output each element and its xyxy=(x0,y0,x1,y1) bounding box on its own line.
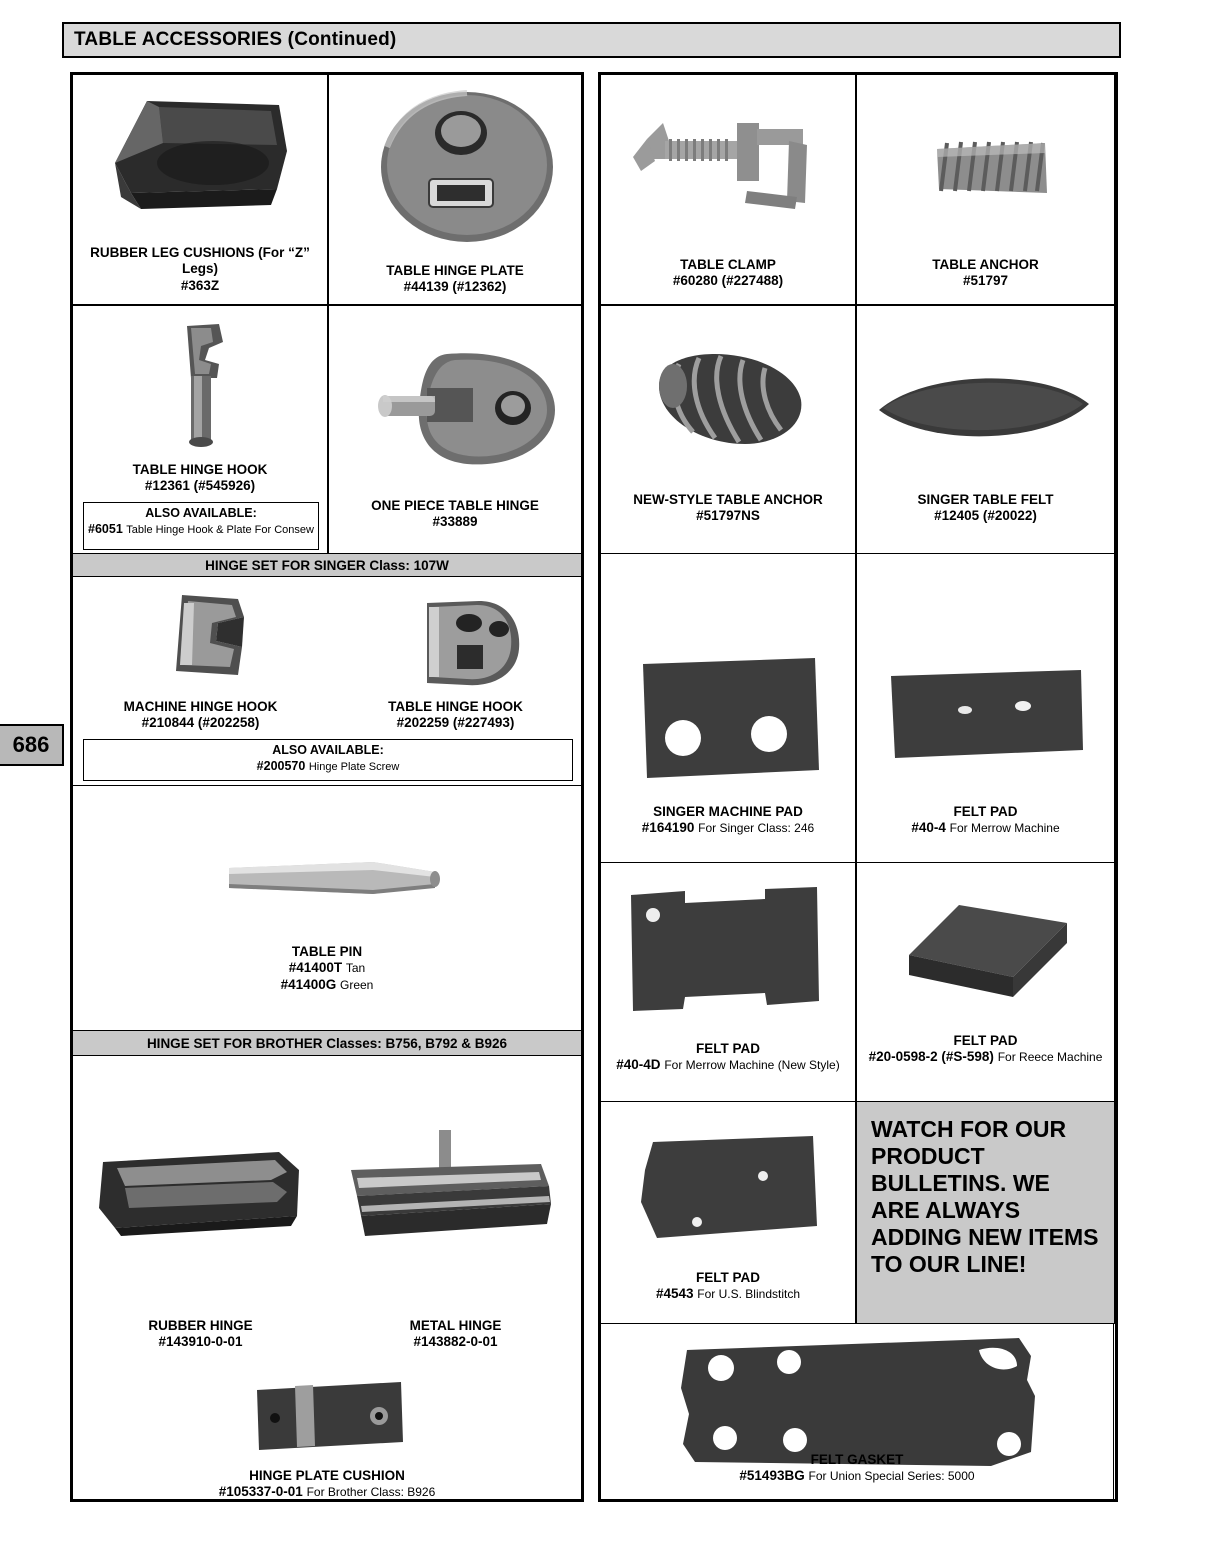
caption-felt-pad-40-4d: FELT PAD #40-4D For Merrow Machine (New Style) xyxy=(616,1041,840,1073)
cell-table-hinge-plate xyxy=(328,74,582,305)
cell-singer-table-felt xyxy=(856,305,1115,554)
cell-felt-pad-40-4 xyxy=(856,553,1115,863)
cell-table-clamp xyxy=(600,74,856,305)
table-anchor-photo xyxy=(927,131,1057,211)
one-piece-table-hinge-photo xyxy=(369,338,569,478)
cell-felt-pad-20-0598 xyxy=(856,862,1115,1102)
metal-hinge-photo xyxy=(335,1126,555,1251)
caption-table-hinge-hook: TABLE HINGE HOOK #12361 (#545926) xyxy=(132,462,268,494)
new-style-table-anchor-photo xyxy=(645,346,815,456)
caption-rubber-leg-cushions: RUBBER LEG CUSHIONS (For “Z” Legs) #363Z xyxy=(90,245,310,293)
caption-felt-pad-4543: FELT PAD #4543 For U.S. Blindstitch xyxy=(655,1270,800,1302)
band-hinge-set-singer: HINGE SET FOR SINGER Class: 107W xyxy=(72,553,582,577)
cell-hinge-set-brother xyxy=(72,1055,582,1502)
cell-one-piece-table-hinge xyxy=(328,305,582,554)
promo-text: WATCH FOR OUR PRODUCT BULLETINS. WE ARE ALWAYS ADDING NEW ITEMS TO OUR LINE! xyxy=(871,1116,1099,1277)
felt-pad-4543-photo xyxy=(635,1130,825,1250)
cell-table-hinge-hook xyxy=(72,305,328,554)
cell-new-style-table-anchor xyxy=(600,305,856,554)
page-title: TABLE ACCESSORIES (Continued) xyxy=(74,29,397,50)
caption-table-hinge-plate: TABLE HINGE PLATE #44139 (#12362) xyxy=(386,263,524,295)
caption-rubber-hinge: RUBBER HINGE #143910-0-01 xyxy=(148,1318,253,1350)
felt-pad-20-0598-photo xyxy=(903,899,1073,1009)
felt-pad-40-4-photo xyxy=(887,664,1087,764)
caption-hinge-plate-cushion: HINGE PLATE CUSHION #105337-0-01 For Brother Class: B926 xyxy=(218,1468,436,1500)
caption-one-piece-table-hinge: ONE PIECE TABLE HINGE #33889 xyxy=(371,498,539,530)
cell-singer-machine-pad xyxy=(600,553,856,863)
cell-hinge-set-singer xyxy=(72,576,582,786)
singer-machine-pad-photo xyxy=(637,654,823,784)
cell-table-anchor xyxy=(856,74,1115,305)
singer-table-felt-photo xyxy=(875,364,1095,454)
caption-machine-hinge-hook: MACHINE HINGE HOOK #210844 (#202258) xyxy=(123,699,278,731)
table-hinge-hook-photo xyxy=(161,320,251,455)
right-column xyxy=(598,72,1118,1502)
also-available-box-1: ALSO AVAILABLE: #6051 Table Hinge Hook & Plate For Consew xyxy=(83,502,319,550)
machine-hinge-hook-photo xyxy=(158,589,288,694)
cell-felt-pad-40-4d xyxy=(600,862,856,1102)
cell-felt-pad-4543 xyxy=(600,1101,856,1324)
caption-metal-hinge: METAL HINGE #143882-0-01 xyxy=(409,1318,502,1350)
cell-rubber-leg-cushions xyxy=(72,74,328,305)
caption-table-clamp: TABLE CLAMP #60280 (#227488) xyxy=(672,257,784,289)
caption-table-anchor: TABLE ANCHOR #51797 xyxy=(932,257,1039,289)
cell-felt-gasket xyxy=(600,1323,1114,1502)
cell-table-pin xyxy=(72,785,582,1031)
caption-felt-pad-40-4: FELT PAD #40-4 For Merrow Machine xyxy=(911,804,1060,836)
promo-box xyxy=(856,1101,1115,1324)
caption-table-hinge-hook-2: TABLE HINGE HOOK #202259 (#227493) xyxy=(388,699,523,731)
also-available-box-2: ALSO AVAILABLE: #200570 Hinge Plate Screw xyxy=(83,739,573,781)
table-clamp-photo xyxy=(629,105,839,235)
table-hinge-hook-2-photo xyxy=(413,597,533,697)
hinge-plate-cushion-photo xyxy=(251,1368,411,1458)
page-header xyxy=(62,22,1121,58)
left-column xyxy=(70,72,584,1502)
table-pin-photo xyxy=(223,846,453,916)
table-hinge-plate-photo xyxy=(377,87,557,247)
page-number: 686 xyxy=(0,724,64,766)
band-hinge-set-brother: HINGE SET FOR BROTHER Classes: B756, B792 & B926 xyxy=(72,1030,582,1056)
caption-felt-pad-20-0598: FELT PAD #20-0598-2 (#S-598) For Reece Machine xyxy=(868,1033,1103,1065)
caption-singer-machine-pad: SINGER MACHINE PAD #164190 For Singer Class: 246 xyxy=(641,804,815,836)
felt-pad-40-4d-photo xyxy=(625,881,825,1021)
caption-felt-gasket: FELT GASKET #51493BG For Union Special Series: 5000 xyxy=(739,1452,975,1484)
caption-table-pin: TABLE PIN #41400T Tan #41400G Green xyxy=(280,944,374,992)
caption-singer-table-felt: SINGER TABLE FELT #12405 (#20022) xyxy=(917,492,1054,524)
rubber-leg-cushion-photo xyxy=(101,93,301,223)
caption-new-style-table-anchor: NEW-STYLE TABLE ANCHOR #51797NS xyxy=(633,492,823,524)
rubber-hinge-photo xyxy=(91,1136,311,1246)
